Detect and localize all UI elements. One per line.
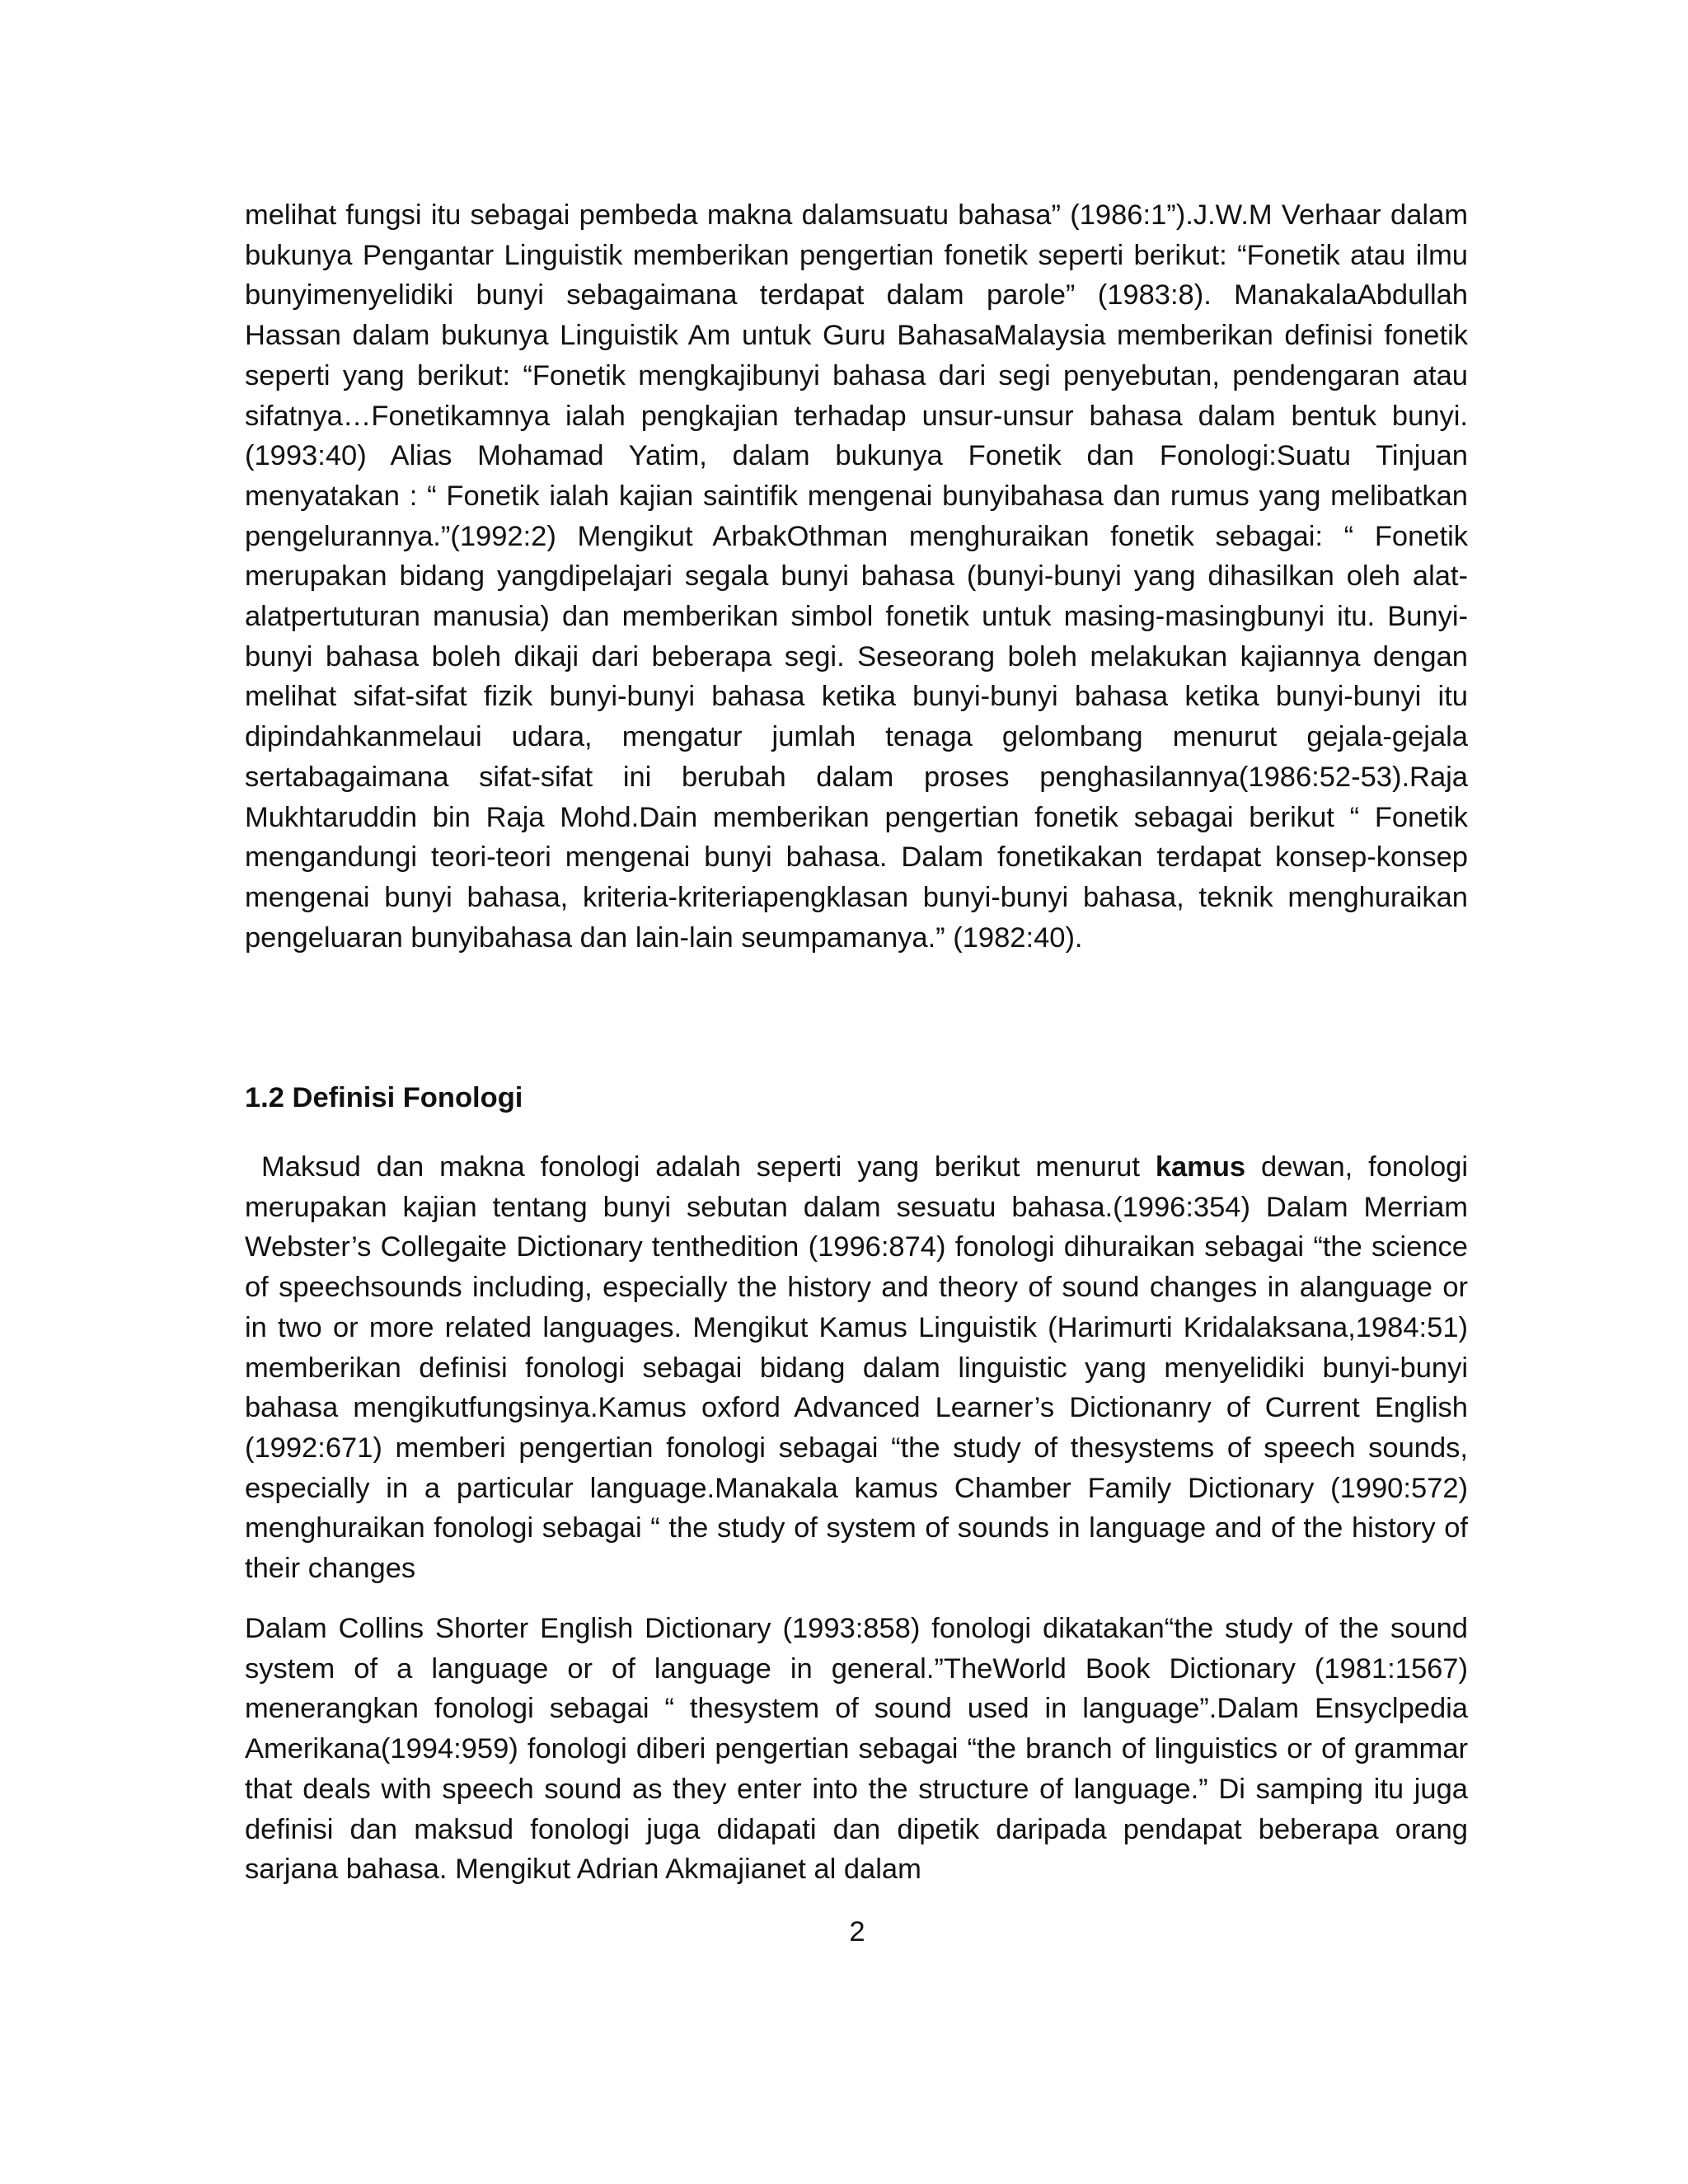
- bold-term: kamus: [1155, 1151, 1246, 1183]
- paragraph-text-rest: dewan, fonologi merupakan kajian tentang bunyi sebutan dalam sesuatu bahasa.(1996:354) Dalam Merriam Webster’s Collegaite Dictionary tenthedition (1996:874) fonologi dihuraikan sebagai “the science of speechsounds including, especially the history and theory of sound changes in alanguage or in two or more related languages. Mengikut Kamus Linguistik (Harimurti Kridalaksana,1984:51) memberikan definisi fonologi sebagai bidang dalam linguistic yang menyelidiki bunyi-bunyi bahasa mengikutfungsinya.Kamus oxford Advanced Learner’s Dictionanry of Current English (1992:671) memberi pengertian fonologi sebagai “the study of thesystems of speech sounds, especially in a particular language.Manakala kamus Chamber Family Dictionary (1990:572) menghuraikan fonologi sebagai “ the study of system of sounds in language and of the history of their changes: [245, 1151, 1468, 1585]
- body-paragraph-phonetics: melihat fungsi itu sebagai pembeda makna dalamsuatu bahasa” (1986:1”).J.W.M Verhaar dalam bukunya Pengantar Linguistik memberikan pengertian fonetik seperti berikut: “Fonetik atau ilmu bunyimenyelidiki bunyi sebagaimana terdapat dalam parole” (1983:8). ManakalaAbdullah Hassan dalam bukunya Linguistik Am untuk Guru BahasaMalaysia memberikan definisi fonetik seperti yang berikut: “Fonetik mengkajibunyi bahasa dari segi penyebutan, pendengaran atau sifatnya…Fonetikamnya ialah pengkajian terhadap unsur-unsur bahasa dalam bentuk bunyi.(1993:40) Alias Mohamad Yatim, dalam bukunya Fonetik dan Fonologi:Suatu Tinjuan menyatakan : “ Fonetik ialah kajian saintifik mengenai bunyibahasa dan rumus yang melibatkan pengelurannya.”(1992:2) Mengikut ArbakOthman menghuraikan fonetik sebagai: “ Fonetik merupakan bidang yangdipelajari segala bunyi bahasa (bunyi-bunyi yang dihasilkan oleh alat-alatpertuturan manusia) dan memberikan simbol fonetik untuk masing-masingbunyi itu. Bunyi-bunyi bahasa boleh dikaji dari beberapa segi. Seseorang boleh melakukan kajiannya dengan melihat sifat-sifat fizik bunyi-bunyi bahasa ketika bunyi-bunyi bahasa ketika bunyi-bunyi itu dipindahkanmelaui udara, mengatur jumlah tenaga gelombang menurut gejala-gejala sertabagaimana sifat-sifat ini berubah dalam proses penghasilannya(1986:52-53).Raja Mukhtaruddin bin Raja Mohd.Dain memberikan pengertian fonetik sebagai berikut “ Fonetik mengandungi teori-teori mengenai bunyi bahasa. Dalam fonetikakan terdapat konsep-konsep mengenai bunyi bahasa, kriteria-kriteriapengklasan bunyi-bunyi bahasa, teknik menghuraikan pengeluaran bunyibahasa dan lain-lain seumpamanya.” (1982:40).: [245, 199, 1468, 954]
- body-paragraph-dictionaries: Dalam Collins Shorter English Dictionary (1993:858) fonologi dikatakan“the study of the sound system of a language or of language in general.”TheWorld Book Dictionary (1981:1567) menerangkan fonologi sebagai “ thesystem of sound used in language”.Dalam Ensyclpedia Amerikana(1994:959) fonologi diberi pengertian sebagai “the branch of linguistics or of grammar that deals with speech sound as they enter into the structure of language.” Di samping itu juga definisi dan maksud fonologi juga didapati dan dipetik daripada pendapat beberapa orang sarjana bahasa. Mengikut Adrian Akmajianet al dalam: [245, 1613, 1468, 1886]
- section-heading: 1.2 Definisi Fonologi: [245, 1082, 523, 1113]
- page-number: 2: [849, 1916, 865, 1947]
- paragraph-text-start: Maksud dan makna fonologi adalah seperti yang berikut menurut: [261, 1151, 1156, 1183]
- body-paragraph-phonology: [245, 1147, 1468, 1589]
